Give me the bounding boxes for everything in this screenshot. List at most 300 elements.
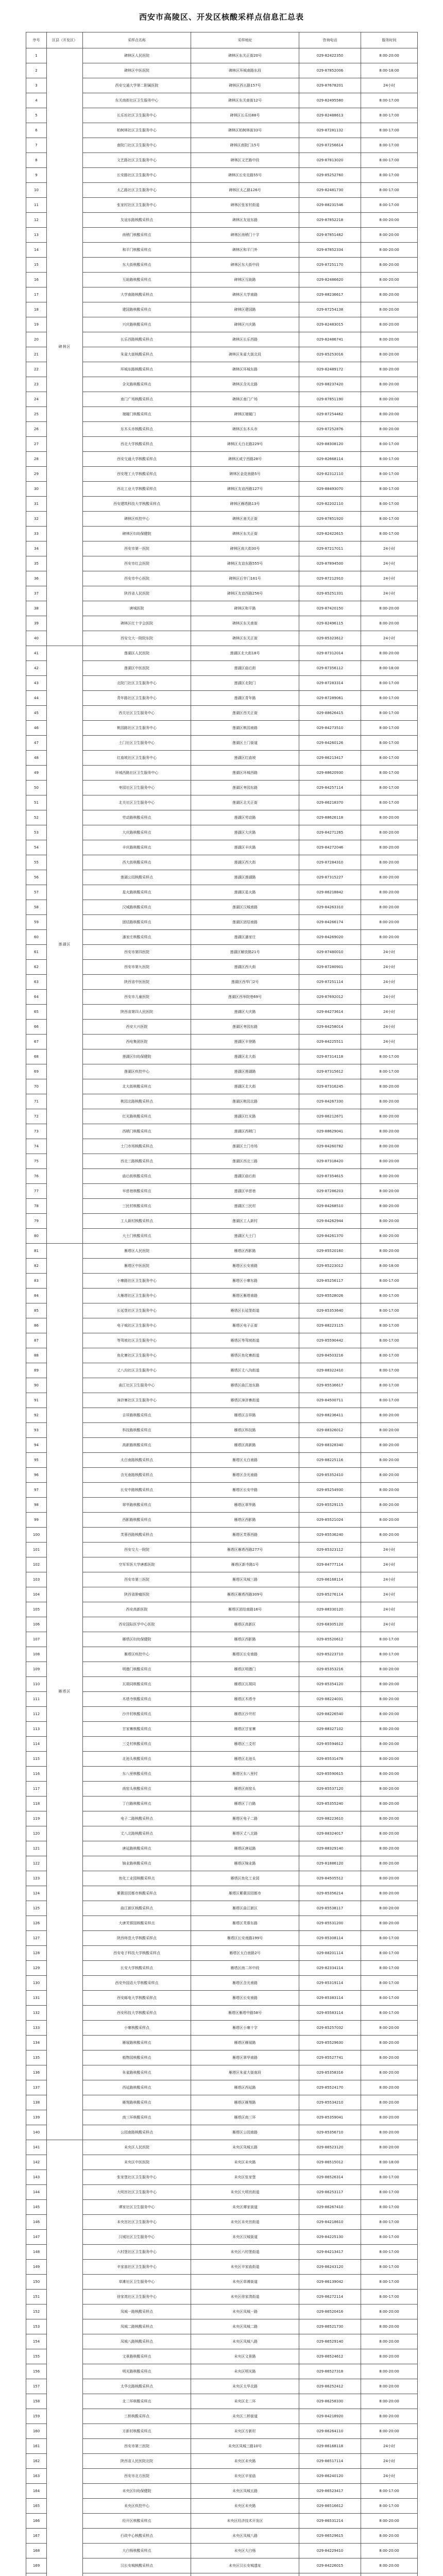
row-address: 碑林区南大街30号	[191, 541, 299, 556]
row-site-name: 北池头核酸采样点	[83, 1752, 191, 1767]
row-hours: 8:00-20:00	[361, 1199, 418, 1214]
row-site-name: 西安市第三医院	[83, 2439, 191, 2454]
row-index: 131	[26, 1991, 47, 2006]
row-index: 158	[26, 2394, 47, 2409]
row-hours: 8:00-20:00	[361, 1109, 418, 1124]
row-site-name: 和平门核酸采样点	[83, 243, 191, 258]
table-row	[26, 1752, 418, 1767]
row-site-name: 大土门核酸采样点	[83, 1229, 191, 1244]
row-address: 雁塔区雁塔中路58号	[191, 2006, 299, 2021]
row-phone: 029-88322410	[299, 1363, 361, 1378]
row-site-name: 北院门社区卫生服务中心	[83, 676, 191, 691]
row-address: 雁塔区东八里村	[191, 1767, 299, 1782]
row-site-name: 红庙坡社区卫生服务中心	[83, 751, 191, 766]
table-row	[26, 751, 418, 766]
row-site-name: 西安国际医学中心医院	[83, 1617, 191, 1632]
row-address: 莲湖区北大街18号	[191, 646, 299, 661]
table-row	[26, 2275, 418, 2290]
row-phone: 029-88236617	[299, 287, 361, 302]
row-hours: 8:00-17:00	[361, 751, 418, 766]
row-index: 160	[26, 2424, 47, 2439]
table-row	[26, 1005, 418, 1020]
row-index: 65	[26, 1005, 47, 1020]
row-hours: 8:00-20:00	[361, 2514, 418, 2529]
row-hours: 8:00-17:00	[361, 2006, 418, 2021]
table-row	[26, 2304, 418, 2319]
row-address: 碑林区后宰门161号	[191, 571, 299, 586]
row-index: 73	[26, 1124, 47, 1139]
row-index	[26, 2573, 47, 2576]
row-address: 雁塔区等驾坡街道	[191, 1333, 299, 1348]
row-phone: 029-87312014	[299, 646, 361, 661]
table-row	[26, 2514, 418, 2529]
row-address: 碑林区西五路157号	[191, 78, 299, 93]
row-address: 雁塔区芙蓉西路	[191, 1528, 299, 1543]
row-index: 42	[26, 661, 47, 676]
row-index: 108	[26, 1647, 47, 1662]
row-hours: 8:00-17:00	[361, 2260, 418, 2275]
row-index: 86	[26, 1318, 47, 1333]
row-index: 77	[26, 1184, 47, 1199]
row-hours: 8:00-17:00	[361, 452, 418, 467]
row-phone: 029-86531214	[299, 2514, 361, 2529]
row-address: 碑林区太乙路126号	[191, 183, 299, 198]
table-row	[26, 840, 418, 855]
row-site-name: 土门社区卫生服务中心	[83, 736, 191, 751]
row-hours: 8:00-17:00	[361, 1049, 418, 1064]
row-index: 93	[26, 1423, 47, 1438]
row-address: 未央区文景路	[191, 2349, 299, 2364]
row-phone: 029-85257032	[299, 2021, 361, 2036]
row-address: 碑林区东木头市	[191, 422, 299, 437]
row-address: 莲湖区丰庆路	[191, 840, 299, 855]
row-hours: 8:00-17:00	[361, 1976, 418, 1991]
row-site-name: 互助路核酸采样点	[83, 273, 191, 287]
table-row	[26, 661, 418, 676]
table-row	[26, 855, 418, 870]
row-phone: 029-87852334	[299, 243, 361, 258]
row-address: 雁塔区长安南路	[191, 1647, 299, 1662]
row-site-name: 西安大兴医院	[83, 1020, 191, 1035]
row-hours: 8:00-20:00	[361, 2140, 418, 2155]
row-site-name: 汉长安城核酸采样点	[83, 2558, 191, 2573]
row-address: 雁塔区丈八沟街道	[191, 1363, 299, 1378]
table-row	[26, 1543, 418, 1557]
row-address: 碑林区南院门15号	[191, 138, 299, 153]
table-row	[26, 631, 418, 646]
row-address: 雁塔区小寨东路	[191, 1274, 299, 1289]
row-phone: 029-86521730	[299, 2319, 361, 2334]
row-hours: 8:00-17:00	[361, 1303, 418, 1318]
row-hours: 8:00-20:00	[361, 810, 418, 825]
row-hours: 8:00-20:00	[361, 317, 418, 332]
row-index: 121	[26, 1841, 47, 1856]
table-row	[26, 1244, 418, 1259]
table-row	[26, 78, 418, 93]
table-row	[26, 2484, 418, 2499]
row-phone: 029-84263310	[299, 900, 361, 915]
row-site-name: 南稍门核酸采样点	[83, 228, 191, 243]
row-hours: 8:00-17:00	[361, 2230, 418, 2245]
row-address: 莲湖区桃园北路	[191, 1094, 299, 1109]
row-site-name: 建国路核酸采样点	[83, 302, 191, 317]
table-row	[26, 1961, 418, 1976]
row-index: 59	[26, 915, 47, 930]
row-index: 87	[26, 1333, 47, 1348]
row-index: 145	[26, 2200, 47, 2215]
table-row	[26, 586, 418, 601]
row-address: 雁塔区电子二路	[191, 1811, 299, 1826]
row-index: 54	[26, 840, 47, 855]
row-index: 37	[26, 586, 47, 601]
row-site-name: 瓦胡同核酸采样点	[83, 1677, 191, 1692]
row-hours: 8:00-17:00	[361, 781, 418, 795]
row-address: 未央区凤城三路10号	[191, 2439, 299, 2454]
table-row	[26, 1289, 418, 1303]
row-address: 未央区张家堡	[191, 2170, 299, 2185]
row-hours: 8:00-17:00	[361, 1931, 418, 1946]
row-address: 莲湖区大庆路	[191, 825, 299, 840]
row-hours: 8:00-17:00	[361, 1064, 418, 1079]
row-site-name: 东木头市核酸采样点	[83, 422, 191, 437]
row-hours: 8:00-17:00	[361, 736, 418, 751]
row-address: 莲湖区西关正街	[191, 706, 299, 721]
row-site-name: 西安交大一附院	[83, 1543, 191, 1557]
table-row	[26, 1991, 418, 2006]
row-address: 碑林区金花南路5号	[191, 467, 299, 482]
row-site-name: 潘家庄核酸采样点	[83, 930, 191, 945]
row-index: 151	[26, 2290, 47, 2304]
row-address: 碑林区和平门外	[191, 243, 299, 258]
table-row	[26, 1453, 418, 1468]
row-site-name: 西安外国语大学核酸采样点	[83, 1976, 191, 1991]
row-site-name: 西稍门核酸采样点	[83, 1124, 191, 1139]
row-phone: 029-84213417	[299, 2245, 361, 2260]
row-index: 56	[26, 870, 47, 885]
row-address: 碑林区南关正街	[191, 512, 299, 527]
row-index: 130	[26, 1976, 47, 1991]
row-address: 莲湖区北关正街	[191, 795, 299, 810]
row-site-name: 雁塔区人民医院	[83, 1244, 191, 1259]
row-index: 78	[26, 1199, 47, 1214]
row-site-name: 友谊东路核酸采样点	[83, 213, 191, 228]
table-row	[26, 2140, 418, 2155]
row-address: 碑林区建国路	[191, 302, 299, 317]
header-hours: 服务时间	[361, 32, 418, 48]
row-index: 165	[26, 2499, 47, 2514]
row-hours: 24小时	[361, 556, 418, 571]
row-index: 19	[26, 317, 47, 332]
row-address: 未央区凤城五路	[191, 2484, 299, 2499]
row-site-name: 西关社区卫生服务中心	[83, 706, 191, 721]
row-phone: 029-86218842	[299, 885, 361, 900]
table-row	[26, 1797, 418, 1811]
row-phone: 029-82495580	[299, 93, 361, 108]
row-site-name: 电子二路核酸采样点	[83, 1811, 191, 1826]
row-phone: 029-85256117	[299, 1274, 361, 1289]
row-hours: 8:00-20:00	[361, 2394, 418, 2409]
row-site-name: 西安邮电大学核酸采样点	[83, 1991, 191, 2006]
row-address: 雁塔区公园南路	[191, 2125, 299, 2140]
row-phone: 029-82312110	[299, 467, 361, 482]
row-site-name: 西北大学核酸采样点	[83, 437, 191, 452]
row-index: 4	[26, 93, 47, 108]
row-hours: 8:00-17:00	[361, 1632, 418, 1647]
table-row	[26, 273, 418, 287]
row-index: 150	[26, 2275, 47, 2290]
row-hours: 24小时	[361, 990, 418, 1005]
row-site-name: 大唐芙蓉园核酸采样点	[83, 1916, 191, 1931]
row-phone: 029-82489172	[299, 362, 361, 377]
row-phone: 029-84269020	[299, 930, 361, 945]
row-address: 莲湖区土门市场	[191, 1139, 299, 1154]
row-index: 12	[26, 213, 47, 228]
row-address: 莲湖区北院门	[191, 676, 299, 691]
row-site-name: 鱼化寨社区卫生服务中心	[83, 1348, 191, 1363]
row-address: 莲湖区红光路	[191, 1109, 299, 1124]
row-hours: 8:00-20:00	[361, 1692, 418, 1707]
row-address: 莲湖区早慈巷	[191, 1184, 299, 1199]
row-hours: 8:00-20:00	[361, 885, 418, 900]
row-phone: 029-87252876	[299, 422, 361, 437]
table-row	[26, 975, 418, 990]
row-index: 155	[26, 2349, 47, 2364]
row-hours: 8:00-20:00	[361, 1677, 418, 1692]
row-phone: 029-86168118	[299, 2439, 361, 2454]
row-phone: 029-87254138	[299, 302, 361, 317]
row-phone: 029-82668114	[299, 452, 361, 467]
table-row	[26, 1064, 418, 1079]
row-hours: 8:00-20:00	[361, 1767, 418, 1782]
row-site-name: 凤城八路核酸采样点	[83, 2334, 191, 2349]
row-index: 109	[26, 1662, 47, 1677]
row-phone: 029-85223710	[299, 1647, 361, 1662]
row-index: 163	[26, 2469, 47, 2484]
row-index: 31	[26, 497, 47, 512]
row-address: 碑林区长乐坊88号	[191, 108, 299, 123]
row-address: 雁塔区翠华路	[191, 1498, 299, 1513]
row-site-name: 雁塔区疾控中心	[83, 1647, 191, 1662]
row-address: 碑林区环城东路	[191, 362, 299, 377]
row-hours: 24小时	[361, 945, 418, 960]
table-row	[26, 2245, 418, 2260]
row-address: 碑林区含光北路	[191, 377, 299, 392]
row-site-name: 小寨核酸采样点	[83, 2021, 191, 2036]
row-index: 39	[26, 616, 47, 631]
row-address: 雁塔区高新路	[191, 1438, 299, 1453]
table-row	[26, 527, 418, 541]
row-address: 未央区凤城五路	[191, 2140, 299, 2155]
table-row	[26, 2170, 418, 2185]
row-index: 29	[26, 467, 47, 482]
row-address: 雁塔区西影路	[191, 1632, 299, 1647]
row-hours: 8:00-20:00	[361, 1139, 418, 1154]
table-row	[26, 2080, 418, 2095]
row-index: 69	[26, 1064, 47, 1079]
table-row	[26, 676, 418, 691]
row-site-name: 雁翔路核酸采样点	[83, 2095, 191, 2110]
row-site-name: 经开区核酸采样点	[83, 2514, 191, 2529]
table-row	[26, 1438, 418, 1453]
table-row	[26, 2364, 418, 2379]
row-address: 莲湖区西稍门	[191, 1124, 299, 1139]
row-site-name: 工人新村核酸采样点	[83, 1214, 191, 1229]
row-phone	[299, 2573, 361, 2576]
row-hours: 8:00-20:00	[361, 377, 418, 392]
table-row	[26, 2110, 418, 2125]
row-hours: 24小时	[361, 2469, 418, 2484]
row-index: 94	[26, 1438, 47, 1453]
row-hours: 8:00-20:00	[361, 1528, 418, 1543]
row-phone: 029-86515012	[299, 2155, 361, 2170]
row-address: 莲湖区桃园南路	[191, 721, 299, 736]
row-address: 未央区汉长安城遗址	[191, 2558, 299, 2573]
row-address: 未央区大明宫街道	[191, 2185, 299, 2200]
row-site-name: 辛家庙社区卫生服务中心	[83, 2260, 191, 2275]
table-row	[26, 1035, 418, 1049]
row-hours: 8:00-18:00	[361, 661, 418, 676]
row-site-name: 西影路核酸采样点	[83, 1513, 191, 1528]
row-hours: 24小时	[361, 1617, 418, 1632]
row-hours: 8:00-17:00	[361, 497, 418, 512]
row-phone: 029-85531200	[299, 1916, 361, 1931]
row-site-name: 东八里核酸采样点	[83, 1767, 191, 1782]
row-address: 雁塔区西影路	[191, 1513, 299, 1528]
row-hours: 8:00-20:00	[361, 825, 418, 840]
row-site-name: 大明宫社区卫生服务中心	[83, 2185, 191, 2200]
row-hours: 8:00-17:00	[361, 183, 418, 198]
row-address: 莲湖区汉城南路	[191, 900, 299, 915]
row-phone: 029-87852006	[299, 63, 361, 78]
row-index: 61	[26, 945, 47, 960]
row-site-name: 长安中路核酸采样点	[83, 1483, 191, 1498]
row-address: 雁塔区紫薇田园都市	[191, 1886, 299, 1901]
table-row	[26, 736, 418, 751]
row-index: 120	[26, 1826, 47, 1841]
row-site-name: 未央宫社区卫生服务中心	[83, 2215, 191, 2230]
table-row	[26, 362, 418, 377]
row-address: 未央区未央路	[191, 2155, 299, 2170]
row-index: 127	[26, 1931, 47, 1946]
row-hours: 8:00-20:00	[361, 1871, 418, 1886]
row-address: 雁塔区鱼化工业园	[191, 1871, 299, 1886]
row-hours: 8:00-17:00	[361, 1274, 418, 1289]
row-hours: 8:00-17:00	[361, 1378, 418, 1393]
row-site-name: 西安市北方医院	[83, 2469, 191, 2484]
table-row	[26, 258, 418, 273]
row-index: 32	[26, 512, 47, 527]
row-address: 雁塔区小寨十字	[191, 2021, 299, 2036]
row-address: 碑林区兴庆路	[191, 317, 299, 332]
table-row	[26, 198, 418, 213]
row-hours: 8:00-20:00	[361, 1408, 418, 1423]
row-site-name: 陕西省肿瘤医院	[83, 1587, 191, 1602]
table-row	[26, 646, 418, 661]
row-phone: 029-86264110	[299, 2424, 361, 2439]
row-phone: 029-86213417	[299, 751, 361, 766]
row-address: 未央区三桥街道	[191, 2409, 299, 2424]
row-phone: 029-84500711	[299, 1393, 361, 1408]
row-phone: 029-82488613	[299, 108, 361, 123]
row-index: 76	[26, 1169, 47, 1184]
row-address: 未央区凤城八路	[191, 2529, 299, 2544]
table-row	[26, 1632, 418, 1647]
row-index: 96	[26, 1468, 47, 1483]
row-hours: 24小时	[361, 960, 418, 975]
table-row	[26, 1333, 418, 1348]
table-row	[26, 1498, 418, 1513]
row-phone: 029-85536240	[299, 1528, 361, 1543]
row-hours: 8:00-17:00	[361, 2170, 418, 2185]
row-phone: 029-88326012	[299, 1423, 361, 1438]
row-phone: 029-87283314	[299, 676, 361, 691]
row-index: 133	[26, 2021, 47, 2036]
row-hours: 8:00-20:00	[361, 2065, 418, 2080]
row-phone: 029-88223610	[299, 1811, 361, 1826]
row-address: 雁塔区凤城三路	[191, 1572, 299, 1587]
table-row	[26, 2021, 418, 2036]
row-index: 80	[26, 1229, 47, 1244]
table-row	[26, 243, 418, 258]
row-phone: 029-84267330	[299, 1094, 361, 1109]
row-site-name: 公园南路核酸采样点	[83, 2125, 191, 2140]
row-site-name: 柏树林社区卫生服务中心	[83, 123, 191, 138]
row-site-name: 植物园核酸采样点	[83, 2050, 191, 2065]
row-index: 49	[26, 766, 47, 781]
row-site-name: 芙蓉西路核酸采样点	[83, 1528, 191, 1543]
row-phone: 029-88236411	[299, 1408, 361, 1423]
row-hours: 8:00-20:00	[361, 347, 418, 362]
row-address: 莲湖区枣园东路	[191, 781, 299, 795]
row-hours: 8:00-20:00	[361, 855, 418, 870]
row-index: 85	[26, 1303, 47, 1318]
row-hours: 8:00-17:00	[361, 2215, 418, 2230]
row-phone: 029-84218610	[299, 2215, 361, 2230]
row-hours: 8:00-20:00	[361, 900, 418, 915]
row-address: 碑林区大学南路	[191, 287, 299, 302]
row-index: 159	[26, 2409, 47, 2424]
row-phone: 029-87420150	[299, 601, 361, 616]
table-row	[26, 766, 418, 781]
row-phone: 029-85524170	[299, 2080, 361, 2095]
row-hours: 8:00-20:00	[361, 616, 418, 631]
row-site-name: 丰庆路核酸采样点	[83, 840, 191, 855]
table-row	[26, 2200, 418, 2215]
table-row	[26, 1139, 418, 1154]
table-row	[26, 2036, 418, 2050]
row-phone: 029-82486620	[299, 273, 361, 287]
row-hours: 8:00-20:00	[361, 2558, 418, 2573]
row-hours: 8:00-20:00	[361, 1737, 418, 1752]
row-phone: 029-85276114	[299, 1587, 361, 1602]
row-index: 99	[26, 1513, 47, 1528]
row-hours: 8:00-20:00	[361, 1468, 418, 1483]
row-phone: 029-88327102	[299, 1722, 361, 1737]
row-hours: 8:00-17:00	[361, 153, 418, 168]
row-phone: 029-87692012	[299, 990, 361, 1005]
row-site-name: 西安市第九医院	[83, 960, 191, 975]
table-row	[26, 1617, 418, 1632]
row-hours: 24小时	[361, 541, 418, 556]
row-address: 莲湖区大庆路	[191, 1005, 299, 1020]
row-index: 110	[26, 1677, 47, 1692]
table-row	[26, 810, 418, 825]
table-row	[26, 1841, 418, 1856]
row-index: 168	[26, 2544, 47, 2558]
row-site-name: 曲江新区核酸采样点	[83, 1901, 191, 1916]
table-row	[26, 795, 418, 810]
table-row	[26, 2095, 418, 2110]
